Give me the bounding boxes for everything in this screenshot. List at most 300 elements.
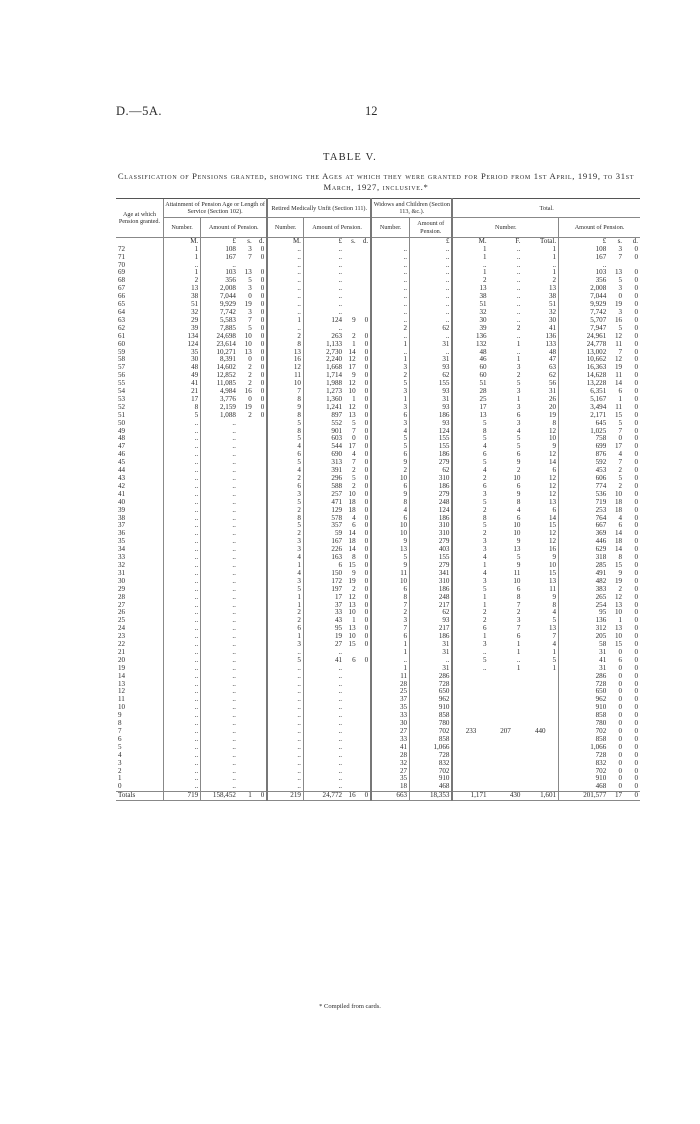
attain-pence xyxy=(254,546,268,554)
retired-shillings: 2 xyxy=(352,331,356,340)
attain-number: .. xyxy=(163,262,200,270)
retired-pence xyxy=(358,262,372,270)
retired-shillings: 18 xyxy=(348,505,356,514)
age-cell: 10 xyxy=(118,703,126,712)
retired-shillings: 6 xyxy=(352,655,356,664)
total-shillings: 19 xyxy=(614,576,623,585)
retired-shillings xyxy=(344,269,358,277)
attain-pounds: 8,391 xyxy=(201,356,238,364)
total-m: 38 xyxy=(452,293,488,301)
age-cell: 37 xyxy=(118,521,126,530)
total-pence: 0 xyxy=(634,624,638,633)
widows-number: 6 xyxy=(371,483,409,491)
total-pence: 0 xyxy=(634,719,638,728)
widows-number: 1 xyxy=(371,649,409,657)
total-count: 1 xyxy=(552,663,557,672)
total-m: 4 xyxy=(452,570,488,578)
total-pence: 0 xyxy=(634,268,638,277)
total-pounds: 369 xyxy=(559,530,609,538)
attain-pounds: 9,929 xyxy=(201,301,238,309)
widows-pounds: 62 xyxy=(410,467,453,475)
total-f: 6 xyxy=(516,632,521,641)
retired-shillings xyxy=(344,696,358,704)
total-pounds: 254 xyxy=(559,602,609,610)
attain-pence: 0 xyxy=(260,323,265,332)
retired-shillings: 7 xyxy=(352,426,356,435)
total-pounds: 103 xyxy=(559,269,609,277)
retired-number: .. xyxy=(267,325,303,333)
total-header: Total. xyxy=(452,199,640,218)
attain-shillings xyxy=(238,712,254,720)
attain-shillings xyxy=(238,728,254,736)
total-f: .. xyxy=(516,284,521,293)
attain-number: 1 xyxy=(163,269,200,277)
attain-pence xyxy=(254,704,268,712)
total-pence: 0 xyxy=(634,497,638,506)
total-shillings: 15 xyxy=(614,410,623,419)
retired-pounds: 6 xyxy=(303,562,344,570)
widows-number: 3 xyxy=(371,404,409,412)
total-f: 10 xyxy=(513,474,521,482)
retired-pounds: 129 xyxy=(303,507,344,515)
retired-pence xyxy=(358,775,372,783)
age-cell: 25 xyxy=(118,616,126,625)
total-shillings: 11 xyxy=(615,402,623,411)
retired-pence xyxy=(358,728,372,736)
total-f: 1 xyxy=(516,355,521,364)
retired-pounds: 357 xyxy=(303,522,344,530)
total-f: 7 xyxy=(516,600,521,609)
age-cell: 68 xyxy=(118,276,126,285)
total-f: .. xyxy=(516,276,521,285)
widows-number: 18 xyxy=(371,783,409,791)
age-cell: 30 xyxy=(118,576,126,585)
attain-shillings xyxy=(238,459,254,467)
widows-pounds: .. xyxy=(410,246,453,254)
retired-pounds: .. xyxy=(303,673,344,681)
total-pounds: 31 xyxy=(559,649,609,657)
attain-number: 30 xyxy=(163,356,200,364)
total-shillings: 11 xyxy=(615,371,623,380)
total-f: 8 xyxy=(516,592,521,601)
retired-pounds: .. xyxy=(303,728,344,736)
retired-number: 8 xyxy=(267,412,303,420)
retired-pounds: 1,273 xyxy=(303,388,344,396)
attain-pounds: .. xyxy=(201,760,238,768)
attain-pence: 0 xyxy=(260,307,265,316)
attain-number: 48 xyxy=(163,364,200,372)
total-pounds: 858 xyxy=(559,712,609,720)
total-f: 4 xyxy=(516,426,521,435)
attain-shillings xyxy=(238,515,254,523)
total-count: 4 xyxy=(552,608,557,617)
attain-shillings xyxy=(238,420,254,428)
attain-shillings xyxy=(238,435,254,443)
retired-pounds: 263 xyxy=(303,333,344,341)
widows-pounds: 93 xyxy=(410,617,453,625)
total-count: 63 xyxy=(548,363,557,372)
attain-number: 5 xyxy=(163,412,200,420)
retired-pence: 0 xyxy=(364,474,369,482)
total-pounds: 265 xyxy=(559,594,609,602)
age-cell: 14 xyxy=(118,671,126,680)
attain-pence xyxy=(254,499,268,507)
attain-number: .. xyxy=(163,554,200,562)
attain-number: .. xyxy=(163,617,200,625)
retired-pounds: .. xyxy=(303,744,344,752)
retired-number: 8 xyxy=(267,515,303,523)
retired-number: .. xyxy=(267,775,303,783)
children-total-count: 440 xyxy=(534,727,546,735)
retired-number: 2 xyxy=(267,507,303,515)
retired-pence: 0 xyxy=(364,355,369,364)
total-count: 51 xyxy=(548,300,557,309)
widows-number: 6 xyxy=(371,633,409,641)
attain-pounds: 7,044 xyxy=(201,293,238,301)
total-pounds: 201,577 xyxy=(559,792,609,801)
widows-number: 10 xyxy=(371,475,409,483)
age-cell: 63 xyxy=(118,315,126,324)
retired-pence: 0 xyxy=(364,537,369,546)
retired-pounds: .. xyxy=(303,720,344,728)
footnote: * Compiled from cards. xyxy=(319,1003,381,1010)
attain-pence xyxy=(254,736,268,744)
total-shillings: 0 xyxy=(618,703,623,712)
attain-pounds: .. xyxy=(201,554,238,562)
attain-shillings: 0 xyxy=(248,292,252,301)
age-cell: 62 xyxy=(118,323,126,332)
retired-pounds: .. xyxy=(303,681,344,689)
total-count: 10 xyxy=(548,560,557,569)
retired-number: 219 xyxy=(267,792,303,801)
attain-number: 29 xyxy=(163,317,200,325)
retired-number: 16 xyxy=(267,356,303,364)
unit-m: M. xyxy=(452,237,488,245)
retired-pounds: 2,240 xyxy=(303,356,344,364)
total-pounds: 699 xyxy=(559,443,609,451)
widows-number: .. xyxy=(371,333,409,341)
total-pence: 0 xyxy=(634,371,638,380)
total-count: 31 xyxy=(548,387,557,396)
attain-pence: 0 xyxy=(260,252,265,261)
total-pounds: .. xyxy=(559,262,609,270)
attain-pence: 0 xyxy=(260,331,265,340)
retired-shillings xyxy=(344,720,358,728)
retired-pounds: 37 xyxy=(303,602,344,610)
retired-number: 2 xyxy=(267,617,303,625)
widows-number: 7 xyxy=(371,602,409,610)
age-cell: 55 xyxy=(118,379,126,388)
widows-number: .. xyxy=(371,269,409,277)
widows-pounds: 403 xyxy=(410,546,453,554)
total-pounds: 764 xyxy=(559,515,609,523)
retired-pounds: 197 xyxy=(303,586,344,594)
total-pence: 0 xyxy=(634,616,638,625)
age-cell: 34 xyxy=(118,545,126,554)
retired-pounds: 19 xyxy=(303,633,344,641)
attain-pounds: .. xyxy=(201,530,238,538)
total-shillings: 14 xyxy=(614,379,623,388)
retired-pounds: 471 xyxy=(303,499,344,507)
retired-pounds: .. xyxy=(303,309,344,317)
attain-shillings xyxy=(238,538,254,546)
age-cell: 71 xyxy=(118,252,126,261)
retired-pence: 0 xyxy=(364,387,369,396)
total-m: 8 xyxy=(452,515,488,523)
attain-pence: 0 xyxy=(260,268,265,277)
widows-number: .. xyxy=(371,317,409,325)
attain-pounds: .. xyxy=(201,633,238,641)
attain-shillings xyxy=(238,657,254,665)
attain-shillings xyxy=(238,586,254,594)
total-pounds: 7,044 xyxy=(559,293,609,301)
total-pence: 0 xyxy=(634,600,638,609)
attain-shillings xyxy=(238,673,254,681)
attain-number: .. xyxy=(163,475,200,483)
total-shillings: 6 xyxy=(618,655,623,664)
attain-pence xyxy=(254,507,268,515)
total-pounds: 16,363 xyxy=(559,364,609,372)
age-cell: 24 xyxy=(118,624,126,633)
total-pounds: 728 xyxy=(559,752,609,760)
retired-number: 8 xyxy=(267,396,303,404)
widows-number: 6 xyxy=(371,586,409,594)
total-f: 6 xyxy=(516,513,521,522)
retired-shillings: 2 xyxy=(352,584,356,593)
total-pence: 0 xyxy=(634,758,638,767)
attain-number: .. xyxy=(163,499,200,507)
total-f: 8 xyxy=(516,497,521,506)
total-m: 3 xyxy=(452,641,488,649)
total-pence: 0 xyxy=(634,292,638,301)
retired-number: .. xyxy=(267,277,303,285)
retired-pounds: 391 xyxy=(303,467,344,475)
total-f: 10 xyxy=(513,576,521,585)
total-count: 1 xyxy=(552,647,557,656)
attain-number: .. xyxy=(163,775,200,783)
attain-shillings xyxy=(238,443,254,451)
retired-shillings xyxy=(344,681,358,689)
total-count: 12 xyxy=(548,450,557,459)
total-f: 2 xyxy=(516,466,521,475)
total-shillings: 0 xyxy=(618,727,623,735)
attain-pounds: .. xyxy=(201,768,238,776)
retired-shillings: 19 xyxy=(348,576,356,585)
attain-number: .. xyxy=(163,783,200,791)
total-pounds: 702 xyxy=(559,768,609,776)
total-f: .. xyxy=(516,260,521,269)
widows-pounds: 248 xyxy=(410,594,453,602)
retired-number: .. xyxy=(267,768,303,776)
total-m: 5 xyxy=(452,522,488,530)
total-number-header: Number. xyxy=(452,218,558,237)
total-f: 5 xyxy=(516,434,521,443)
unit-shilling: s. xyxy=(247,236,252,245)
total-f: .. xyxy=(516,307,521,316)
total-count: 12 xyxy=(548,481,557,490)
widows-number: .. xyxy=(371,277,409,285)
retired-number: 1 xyxy=(267,602,303,610)
retired-pounds: 27 xyxy=(303,641,344,649)
widows-number: 1 xyxy=(371,641,409,649)
retired-pence xyxy=(358,696,372,704)
retired-pounds: .. xyxy=(303,277,344,285)
total-count: 12 xyxy=(548,537,557,546)
attain-number: .. xyxy=(163,625,200,633)
attain-number: 2 xyxy=(163,277,200,285)
widows-pounds: .. xyxy=(410,349,453,357)
total-count: 133 xyxy=(545,339,557,348)
total-pounds: 14,628 xyxy=(559,372,609,380)
widows-number: 25 xyxy=(371,688,409,696)
total-count: 6 xyxy=(552,466,557,475)
attain-number: .. xyxy=(163,443,200,451)
attain-shillings xyxy=(238,428,254,436)
total-count: 1,601 xyxy=(522,792,558,801)
age-cell: 8 xyxy=(118,719,122,728)
attain-pence: 0 xyxy=(260,394,265,403)
attain-pence: 0 xyxy=(254,792,268,801)
widows-number: 11 xyxy=(371,570,409,578)
widows-amount-header: Amount of Pension. xyxy=(410,218,453,237)
retired-number: .. xyxy=(267,728,303,736)
retired-amount-header: Amount of Pension. xyxy=(303,218,371,237)
total-shillings: 0 xyxy=(618,734,623,743)
total-pence: 0 xyxy=(634,560,638,569)
total-f: .. xyxy=(516,292,521,301)
retired-pounds: 552 xyxy=(303,420,344,428)
retired-pounds: 226 xyxy=(303,546,344,554)
total-pounds: 9,929 xyxy=(559,301,609,309)
attain-number: .. xyxy=(163,688,200,696)
widows-number: .. xyxy=(371,309,409,317)
total-shillings: 12 xyxy=(614,331,623,340)
page-number: 12 xyxy=(365,104,378,118)
attain-number: .. xyxy=(163,704,200,712)
total-m: 6 xyxy=(452,451,488,459)
total-shillings: 0 xyxy=(618,647,623,656)
widows-pounds: 93 xyxy=(410,388,453,396)
total-m: 132 xyxy=(452,341,488,349)
total-shillings: 5 xyxy=(618,418,623,427)
unit-total: Total. xyxy=(540,236,557,245)
retired-pounds: 1,360 xyxy=(303,396,344,404)
total-pounds: 253 xyxy=(559,507,609,515)
attain-shillings: 2 xyxy=(248,363,252,372)
age-cell: 39 xyxy=(118,505,126,514)
total-count: 56 xyxy=(548,379,557,388)
attain-pounds: 3,776 xyxy=(201,396,238,404)
total-shillings: 6 xyxy=(618,387,623,396)
widows-number: 6 xyxy=(371,412,409,420)
retired-pence: 0 xyxy=(364,600,369,609)
total-pounds: 24,961 xyxy=(559,333,609,341)
retired-pence: 0 xyxy=(364,655,369,664)
total-count: .. xyxy=(552,260,557,269)
total-m: .. xyxy=(452,665,488,673)
retired-shillings: 2 xyxy=(352,466,356,475)
total-shillings: 0 xyxy=(618,758,623,767)
widows-number: 37 xyxy=(371,696,409,704)
total-count: 14 xyxy=(548,458,557,467)
total-f: 2 xyxy=(516,371,521,380)
total-f: 6 xyxy=(516,410,521,419)
attain-pounds: 108 xyxy=(201,246,238,254)
attain-shillings: 2 xyxy=(248,371,252,380)
attain-pounds: .. xyxy=(201,696,238,704)
total-pence: 0 xyxy=(634,537,638,546)
retired-pence xyxy=(358,712,372,720)
retired-pounds: 1,714 xyxy=(303,372,344,380)
age-cell: 19 xyxy=(118,663,126,672)
children-total-m: 233 xyxy=(452,673,488,792)
unit-m: M. xyxy=(267,237,303,245)
unit-f: F. xyxy=(515,236,521,245)
attain-pounds: 7,742 xyxy=(201,309,238,317)
widows-pounds: .. xyxy=(410,333,453,341)
widows-pounds: 217 xyxy=(410,602,453,610)
total-pounds: 312 xyxy=(559,625,609,633)
retired-pounds: .. xyxy=(303,301,344,309)
total-count: 9 xyxy=(552,553,557,562)
retired-pounds: 124 xyxy=(303,317,344,325)
attain-pounds: .. xyxy=(201,262,238,270)
total-pence: 0 xyxy=(634,711,638,720)
attain-pounds: .. xyxy=(201,602,238,610)
retired-pence xyxy=(358,681,372,689)
attain-pence: 0 xyxy=(260,371,265,380)
total-pounds: 10,662 xyxy=(559,356,609,364)
total-count: 19 xyxy=(548,410,557,419)
total-pence: 0 xyxy=(634,410,638,419)
attain-pence xyxy=(254,586,268,594)
attain-pounds: .. xyxy=(201,775,238,783)
total-pence: 0 xyxy=(634,426,638,435)
attain-shillings: 19 xyxy=(244,402,252,411)
widows-pounds: 186 xyxy=(410,633,453,641)
widows-pounds: 702 xyxy=(410,728,453,736)
total-m: 46 xyxy=(452,356,488,364)
widows-pounds: 728 xyxy=(410,752,453,760)
total-f: .. xyxy=(516,244,521,253)
retired-pounds: 544 xyxy=(303,443,344,451)
widows-number: 9 xyxy=(371,538,409,546)
widows-number: 9 xyxy=(371,491,409,499)
attain-pounds: 2,159 xyxy=(201,404,238,412)
widows-pounds: 62 xyxy=(410,609,453,617)
widows-pounds: 310 xyxy=(410,530,453,538)
retired-number: 8 xyxy=(267,341,303,349)
total-m: 13 xyxy=(452,412,488,420)
widows-pounds: .. xyxy=(410,254,453,262)
retired-shillings: 14 xyxy=(348,529,356,538)
attain-number: 8 xyxy=(163,404,200,412)
total-f: 9 xyxy=(516,489,521,498)
total-count: 10 xyxy=(548,434,557,443)
retired-pence xyxy=(358,254,372,262)
unit-pound: £ xyxy=(410,237,453,245)
attain-shillings xyxy=(238,522,254,530)
total-shillings: 10 xyxy=(614,632,623,641)
age-cell: 60 xyxy=(118,339,126,348)
total-pounds: 2,008 xyxy=(559,285,609,293)
total-pounds: 2,171 xyxy=(559,412,609,420)
widows-pounds: 155 xyxy=(410,443,453,451)
attain-pounds: .. xyxy=(201,704,238,712)
retired-shillings xyxy=(344,277,358,285)
attain-number: .. xyxy=(163,578,200,586)
attain-pounds: .. xyxy=(201,665,238,673)
